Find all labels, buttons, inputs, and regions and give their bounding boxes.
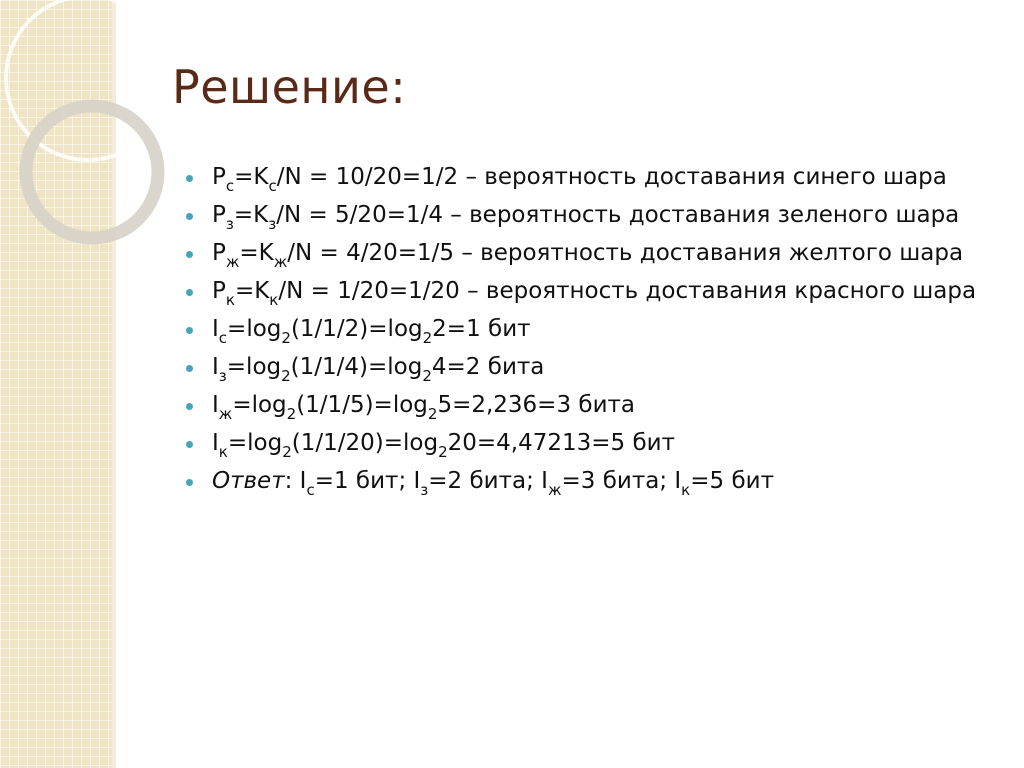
decorative-circles: [0, 0, 200, 300]
answer-label: Ответ: [212, 468, 285, 494]
bullet-icon: [186, 289, 193, 296]
bullet-icon: [186, 365, 193, 372]
decorative-circle-lower: [26, 106, 158, 238]
bullet-icon: [186, 175, 193, 182]
list-item: $P_з=K_з/N = 5/20=1/4$ – вероятность доставания зеленого шара: [186, 201, 996, 230]
bullet-icon: [186, 479, 193, 486]
list-item: $P_ж=K_ж/N = 4/20=1/5$ – вероятность доставания желтого шара: [186, 239, 996, 268]
answer-item: Ответ: $I_с=1$ бит; $I_з=2$ бита; $I_ж=3$ бита; $I_к=5$ бит: [186, 467, 996, 496]
bullet-icon: [186, 327, 193, 334]
slide-title: Решение:: [172, 60, 407, 114]
bullet-icon: [186, 441, 193, 448]
list-item: $P_к=K_к/N = 1/20=1/20$ – вероятность доставания красного шара: [186, 277, 996, 306]
list-item: $I_с=\log_2(1/1/2)=\log_22=1$ бит: [186, 315, 996, 344]
bullet-icon: [186, 403, 193, 410]
bullet-icon: [186, 251, 193, 258]
solution-list: [186, 163, 996, 505]
list-item: $I_к=\log_2(1/1/20)=\log_220=4,47213=5$ бит: [186, 429, 996, 458]
list-item: $I_з=\log_2(1/1/4)=\log_24=2$ бита: [186, 353, 996, 382]
bullet-icon: [186, 213, 193, 220]
list-item: $P_с=K_с/N = 10/20=1/2$ – вероятность доставания синего шара: [186, 163, 996, 192]
list-item: $I_ж=\log_2(1/1/5)=\log_25=2,236=3$ бита: [186, 391, 996, 420]
